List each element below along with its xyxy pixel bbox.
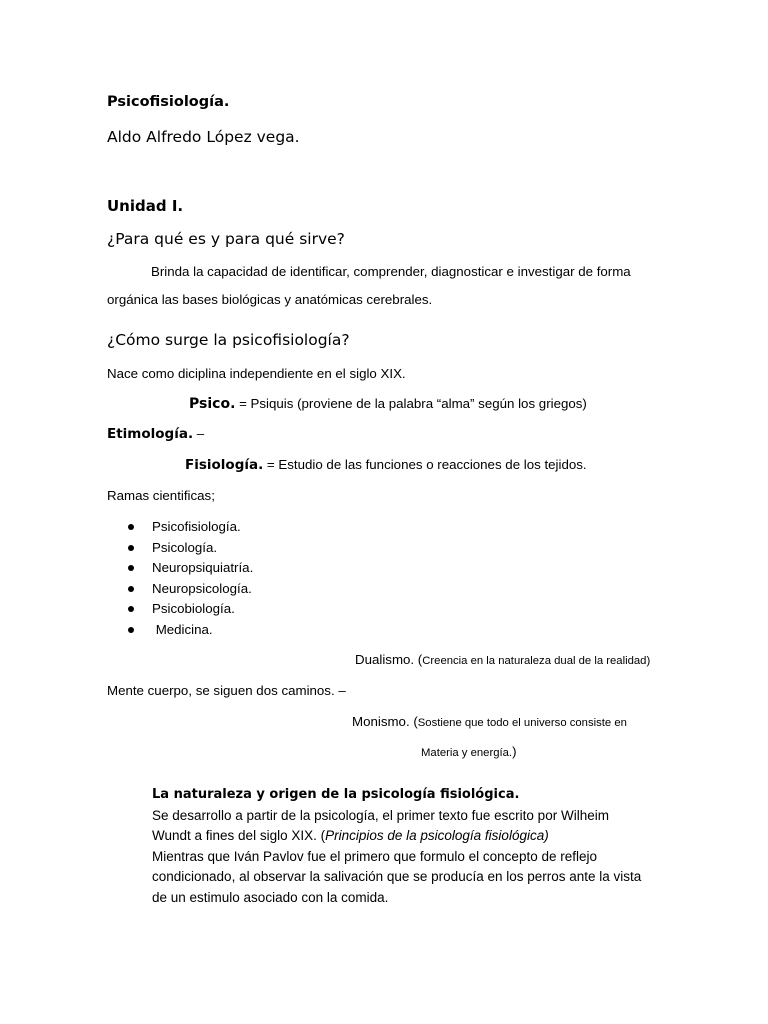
paragraph-origin: Nace como diciplina independiente en el siglo XIX. xyxy=(107,366,406,381)
mente-cuerpo-line: Mente cuerpo, se siguen dos caminos. – xyxy=(107,683,346,698)
monismo-label: Monismo. ( xyxy=(352,714,418,729)
fisiologia-label: Fisiología. xyxy=(185,457,264,473)
section-line-5: de un estimulo asociado con la comida. xyxy=(152,889,389,905)
bullet-icon xyxy=(128,524,134,530)
bullet-icon xyxy=(128,545,134,551)
section-line-2-text: Wundt a fines del siglo XIX. ( xyxy=(152,828,326,844)
ramas-label: Ramas cientificas; xyxy=(107,488,215,503)
monismo-text: Sostiene que todo el universo consiste en xyxy=(417,717,627,729)
document-title: Psicofisiología. xyxy=(107,94,230,110)
section-line-2 xyxy=(152,826,672,847)
section-line-4: condicionado, al observar la salivación que se producía en los perros ante la vista xyxy=(152,869,642,885)
dualismo-label: Dualismo. ( xyxy=(355,652,423,667)
bullet-icon xyxy=(128,627,134,633)
monismo-line xyxy=(352,714,627,729)
document-author: Aldo Alfredo López vega. xyxy=(107,128,300,146)
question-heading-purpose: ¿Para qué es y para qué sirve? xyxy=(107,230,345,248)
bullet-icon xyxy=(128,565,134,571)
etimologia-dash: – xyxy=(193,426,205,441)
etimologia-label: Etimología. xyxy=(107,426,194,442)
monismo-close: ) xyxy=(512,744,517,759)
monismo-line-2 xyxy=(421,744,517,759)
monismo-text-2: Materia y energía. xyxy=(421,747,513,759)
book-title-reference: Principios de la psicología fisiológica) xyxy=(325,828,549,844)
unit-heading: Unidad I. xyxy=(107,197,184,215)
psico-definition xyxy=(189,396,587,412)
section-line-1: Se desarrollo a partir de la psicología, el primer texto fue escrito por Wilheim xyxy=(152,807,609,823)
paragraph-purpose-line-2: orgánica las bases biológicas y anatómicas cerebrales. xyxy=(107,292,433,307)
section-title: La naturaleza y origen de la psicología fisiológica. xyxy=(152,787,520,802)
psico-label: Psico. xyxy=(189,396,236,412)
fisiologia-text: = Estudio de las funciones o reacciones de los tejidos. xyxy=(263,457,587,472)
section-origin-block xyxy=(152,785,672,909)
question-heading-origin: ¿Cómo surge la psicofisiología? xyxy=(107,331,350,349)
bullet-icon xyxy=(128,586,134,592)
paragraph-purpose-line-1: Brinda la capacidad de identificar, comprender, diagnosticar e investigar de forma xyxy=(151,264,631,279)
fisiologia-definition xyxy=(185,457,587,473)
document-page: Psicofisiología. Aldo Alfredo López vega. Unidad I. ¿Para qué es y para qué sirve? Brinda la capacidad de identificar, comprender, diagnosticar e investigar de forma orgánica las bases biológicas y anatómicas cerebrales. ¿Cómo surge la psicofisiología? Nace como diciplina independiente en el siglo XIX. Psico. = Psiquis (proviene de la palabra “alma” según los griegos) Etimología. – Fisiología. = Estudio de las funciones o reacciones de los tejidos. Ramas cientificas; Psicofisiología. Psicología. Neuropsiquiatría. Neuropsicología. Psicobiología. Medicina. Dualismo. (Creencia en la naturaleza dual de la realidad) Mente cuerpo, se siguen dos caminos. – Monismo. (Sostiene que todo el universo consiste en Materia y energía.) La naturaleza y origen de la psicología fisiológica. Se desarrollo a partir de la psicología, el primer texto fue escrito por Wilheim Wundt a fines del siglo XIX. (Principios de la psicología fisiológica) Mientras que Iván Pavlov fue el primero que formulo el concepto de reflejo condicionado, al observar la salivación que se producía en los perros ante la vista de un estimulo asociado con la comida. xyxy=(0,0,768,1024)
dualismo-line xyxy=(355,652,650,667)
dualismo-text: Creencia en la naturaleza dual de la realidad) xyxy=(422,655,651,667)
psico-text: = Psiquis (proviene de la palabra “alma” según los griegos) xyxy=(235,396,587,411)
etimologia-line xyxy=(107,426,204,442)
section-line-3: Mientras que Iván Pavlov fue el primero que formulo el concepto de reflejo xyxy=(152,848,597,864)
bullet-icon xyxy=(128,606,134,612)
